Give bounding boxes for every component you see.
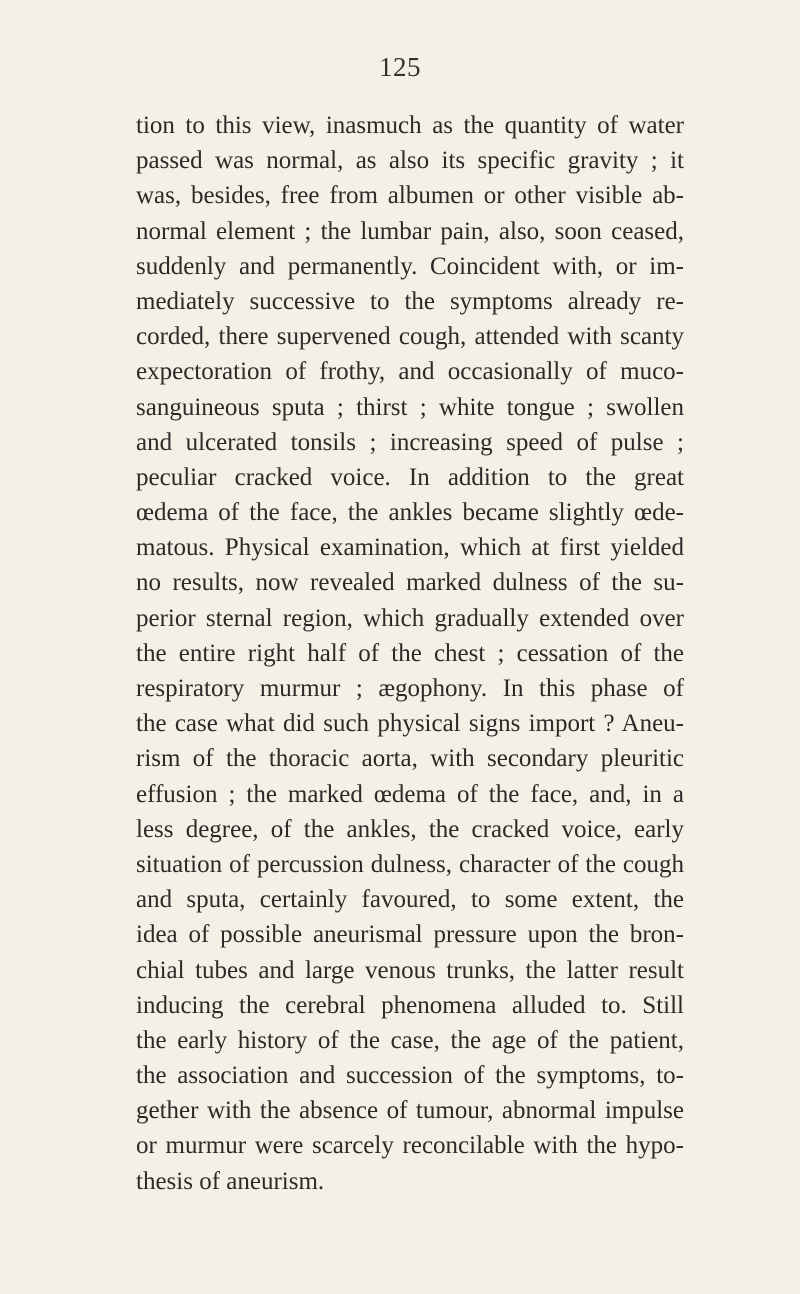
text-line: idea of possible aneurismal pressure upon the bron- xyxy=(136,921,684,949)
text-line: matous. Physical examination, which at first yielded xyxy=(136,534,684,562)
text-line: sanguineous sputa ; thirst ; white tongue ; swollen xyxy=(136,393,684,421)
text-line: œdema of the face, the ankles became slightly œde- xyxy=(136,499,684,527)
text-line: mediately successive to the symptoms already re- xyxy=(136,287,684,315)
text-line: or murmur were scarcely reconcilable with the hypo- xyxy=(136,1132,684,1160)
page-number: 125 xyxy=(379,52,421,82)
text-line: tion to this view, inasmuch as the quantity of water xyxy=(136,112,684,139)
text-line: peculiar cracked voice. In addition to the great xyxy=(136,463,684,491)
text-line: chial tubes and large venous trunks, the latter result xyxy=(136,956,684,984)
text-line: the case what did such physical signs import ? Aneu- xyxy=(136,710,684,738)
text-line: less degree, of the ankles, the cracked voice, early xyxy=(136,815,684,843)
text-line: expectoration of frothy, and occasionally of muco- xyxy=(136,358,684,386)
text-line: the early history of the case, the age of the patient, xyxy=(136,1026,684,1054)
text-line: rism of the thoracic aorta, with secondary pleuritic xyxy=(136,745,684,773)
text-line: and sputa, certainly favoured, to some extent, the xyxy=(136,886,684,914)
text-line: normal element ; the lumbar pain, also, soon ceased, xyxy=(136,217,684,245)
text-line: thesis of aneurism. xyxy=(136,1167,325,1195)
text-line: situation of percussion dulness, character of the cough xyxy=(136,850,684,878)
text-line: no results, now revealed marked dulness of the su- xyxy=(136,569,684,597)
text-line: perior sternal region, which gradually extended over xyxy=(136,604,684,632)
text-line: suddenly and permanently. Coincident with, or im- xyxy=(136,252,684,280)
text-line: gether with the absence of tumour, abnormal impulse xyxy=(136,1097,684,1125)
text-line: corded, there supervened cough, attended with scanty xyxy=(136,323,684,351)
text-line: passed was normal, as also its specific gravity ; it xyxy=(136,147,684,175)
text-line: the association and succession of the symptoms, to- xyxy=(136,1062,684,1090)
text-line: the entire right half of the chest ; cessation of the xyxy=(136,639,684,667)
text-line: was, besides, free from albumen or other visible ab- xyxy=(136,182,684,210)
text-line: respiratory murmur ; ægophony. In this phase of xyxy=(136,675,684,702)
text-line: effusion ; the marked œdema of the face, and, in a xyxy=(136,780,684,808)
text-line: inducing the cerebral phenomena alluded to. Still xyxy=(136,991,684,1019)
text-line: and ulcerated tonsils ; increasing speed of pulse ; xyxy=(136,428,684,456)
body-text xyxy=(136,108,684,1199)
